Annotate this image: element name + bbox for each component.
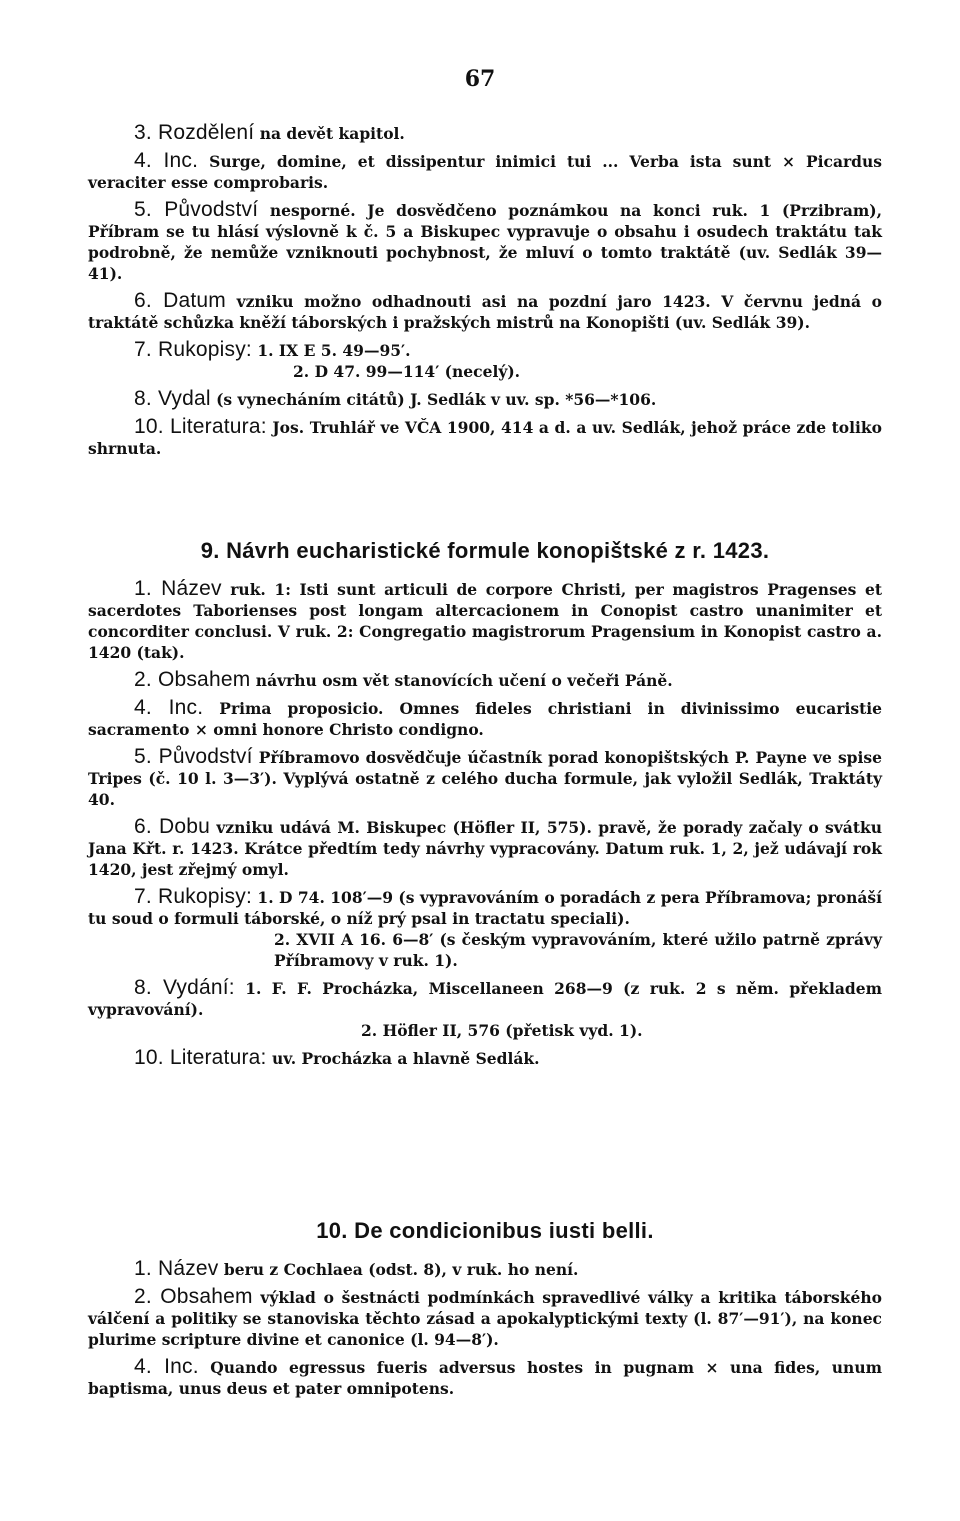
- item-heading: 6. Dobu: [134, 815, 210, 838]
- section-iusti-belli: [88, 1218, 882, 1399]
- section-title: 10. De condicionibus iusti belli.: [316, 1218, 654, 1243]
- item-heading: 3. Rozdělení: [134, 121, 255, 144]
- paragraph: [88, 977, 882, 1020]
- item-heading: 4. Inc.: [134, 149, 199, 172]
- item-heading: 8. Vydání:: [134, 976, 235, 999]
- item-text: vzniku udává M. Biskupec (Höfler II, 575). pravě, že porady začaly o svátku Jana Křt. r. 1423. Krátce předtím tedy návrhy vypracovány. Datum ruk. 1, 2, jež udávají rok 1420, jest zřejmý omyl.: [88, 818, 882, 879]
- paragraph: [88, 1258, 882, 1280]
- paragraph: [88, 578, 882, 663]
- paragraph: [88, 1047, 882, 1069]
- paragraph: [88, 388, 882, 410]
- item-text: (s vynecháním citátů) J. Sedlák v uv. sp. *56—*106.: [210, 390, 657, 409]
- item-text: 1. F. F. Procházka, Miscellaneen 268—9 (z ruk. 2 s něm. překladem vypravování).: [88, 979, 882, 1019]
- paragraph: [88, 746, 882, 810]
- item-text: Příbramovo dosvědčuje účastník porad konopištských P. Payne ve spise Tripes (č. 10 l. 3—3′). Vyplývá ostatně z celého ducha formule, jak vyložil Sedlák, Traktáty 40.: [88, 748, 882, 809]
- item-heading: 10. Literatura:: [134, 415, 267, 438]
- paragraph: [88, 816, 882, 880]
- item-text: 1. D 74. 108′—9 (s vypravováním o poradách z pera Příbramova; pronáší tu soud o formuli táborské, o níž prý psal in tractatu speciali).: [88, 888, 883, 928]
- paragraph: [88, 1356, 882, 1399]
- paragraph-sub: [88, 1020, 882, 1041]
- item-text: ruk. 1: Isti sunt articuli de corpore Christi, per magistros Pragenses et sacerdotes Taborienses post longam altercacionem in Conopist castro unanimiter et concorditer conclusi. V ruk. 2: Congregatio magistrorum Pragensium in Konopist castro a. 1420 (tak).: [88, 580, 882, 662]
- paragraph: [88, 669, 882, 691]
- item-text: vzniku možno odhadnouti asi na pozdní jaro 1423. V červnu jedná o traktátě schůzka kněží táborských i pražských mistrů na Konopišti (uv. Sedlák 39).: [88, 292, 882, 332]
- item-text: výklad o šestnácti podmínkách spravedlivé války a kritika táborského válčení a politiky se stanoviska těchto zásad a apokalyptickými texty (l. 87′—91′), na konec plurime scripture divine et canonice (l. 94—8′).: [88, 1288, 882, 1349]
- item-text: 1. IX E 5. 49—95′.: [251, 341, 411, 360]
- item-text: na devět kapitol.: [254, 124, 405, 143]
- paragraph: [88, 122, 882, 144]
- page-number: 67: [464, 66, 496, 92]
- paragraph-sub: [88, 361, 882, 382]
- paragraph: [88, 290, 882, 333]
- paragraph: [88, 416, 882, 459]
- paragraph: [88, 886, 882, 929]
- item-heading: 6. Datum: [134, 289, 226, 312]
- item-heading: 10. Literatura:: [134, 1046, 267, 1069]
- paragraph: [88, 697, 882, 740]
- item-text: beru z Cochlaea (odst. 8), v ruk. ho není.: [218, 1260, 579, 1279]
- paragraph: [88, 339, 882, 361]
- item-heading: 2. Obsahem: [134, 668, 251, 691]
- item-text: 2. XVII A 16. 6—8′ (s českým vypravováním, které užilo patrně zprávy Příbramovy v ruk. 1).: [274, 930, 882, 970]
- paragraph: [88, 150, 882, 193]
- item-heading: 2. Obsahem: [134, 1285, 253, 1308]
- paragraph: [88, 1286, 882, 1350]
- item-text: Jos. Truhlář ve VČA 1900, 414 a d. a uv. Sedlák, jehož práce zde toliko shrnuta.: [88, 418, 882, 458]
- item-text: Prima proposicio. Omnes fideles christiani in divinissimo eucaristie sacramento × omni honore Christo condigno.: [88, 699, 882, 739]
- section-title: 9. Návrh eucharistické formule konopištské z r. 1423.: [200, 538, 770, 563]
- section-continuation: [88, 122, 882, 459]
- paragraph-sub: [88, 929, 882, 971]
- item-heading: 5. Původství: [134, 745, 253, 768]
- item-heading: 7. Rukopisy:: [134, 338, 252, 361]
- item-heading: 8. Vydal: [134, 387, 211, 410]
- item-text: uv. Procházka a hlavně Sedlák.: [266, 1049, 540, 1068]
- item-text: návrhu osm vět stanovících učení o večeři Páně.: [250, 671, 673, 690]
- item-heading: 4. Inc.: [134, 696, 204, 719]
- item-text: Quando egressus fueris adversus hostes in pugnam × una fides, unum baptisma, unus deus et pater omnipotens.: [88, 1358, 882, 1398]
- item-heading: 7. Rukopisy:: [134, 885, 252, 908]
- section-eucharistic-formula: [88, 538, 882, 1069]
- paragraph: [88, 199, 882, 284]
- item-text: Surge, domine, et dissipentur inimici tui ... Verba ista sunt × Picardus veraciter esse comprobaris.: [88, 152, 882, 192]
- item-heading: 4. Inc.: [134, 1355, 199, 1378]
- item-text: 2. D 47. 99—114′ (necelý).: [293, 362, 521, 381]
- item-text: nesporné. Je dosvědčeno poznámkou na konci ruk. 1 (Przibram), Příbram se tu hlásí výslovně k č. 5 a Biskupec vypravuje o obsahu i osudech traktátu tak podrobně, že nemůže vzniknouti pochybnost, že mluví o tomto traktátě (uv. Sedlák 39—41).: [88, 201, 882, 283]
- item-text: 2. Höfler II, 576 (přetisk vyd. 1).: [361, 1021, 643, 1040]
- item-heading: 1. Název: [134, 577, 222, 600]
- item-heading: 5. Původství: [134, 198, 259, 221]
- item-heading: 1. Název: [134, 1257, 219, 1280]
